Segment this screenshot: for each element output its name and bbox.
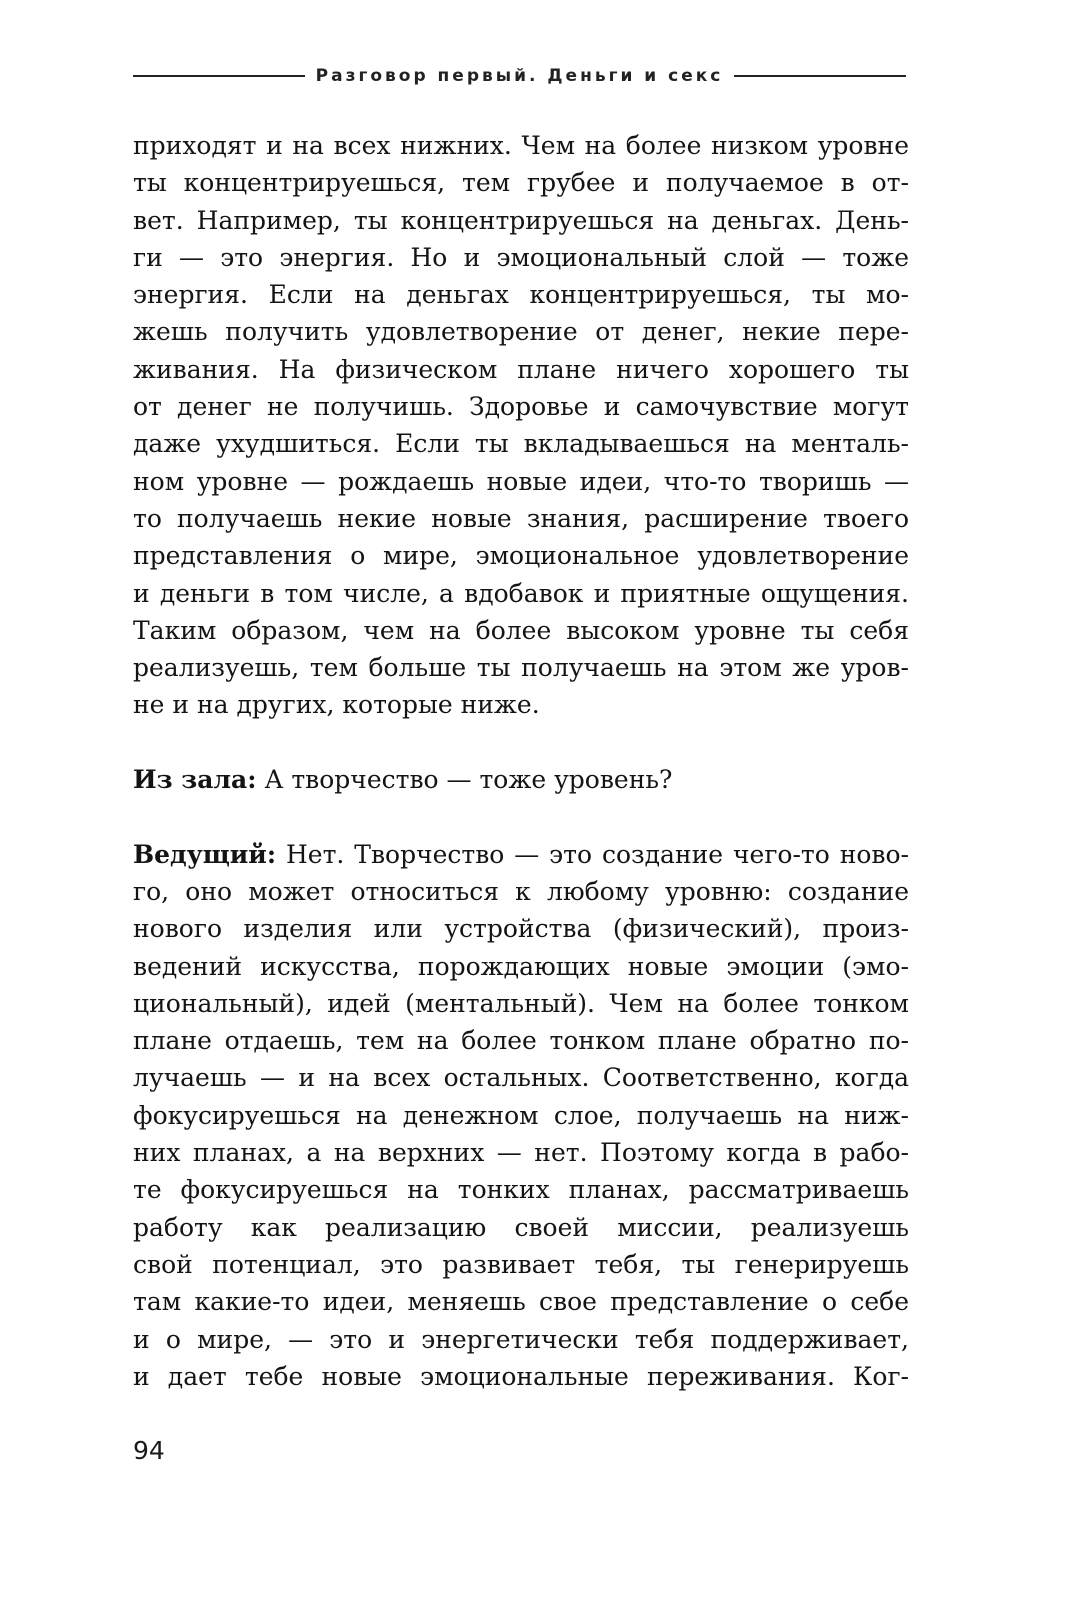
text-line: там какие-то идеи, меняешь свое представление о себе (133, 1287, 909, 1317)
text-line: свой потенциал, это развивает тебя, ты генерируешь (133, 1249, 909, 1279)
text-line: плане отдаешь, тем на более тонком плане обратно по- (133, 1026, 909, 1056)
text-line: ведений искусства, порождающих новые эмоции (эмо- (133, 951, 909, 981)
question-speaker: Из зала: (133, 765, 257, 795)
running-head-rule-left (133, 75, 305, 77)
answer-speaker: Ведущий: (133, 839, 277, 869)
question-line (133, 761, 909, 798)
running-head-rule-right (734, 75, 906, 77)
paragraph-gap (133, 724, 909, 761)
text-line: ги — это энергия. Но и эмоциональный слой — тоже (133, 242, 909, 272)
text-line: ном уровне — рождаешь новые идеи, что-то творишь — (133, 466, 909, 496)
text-line: Таким образом, чем на более высоком уровне ты себя (133, 615, 909, 645)
answer-first-line-text: Нет. Творчество — это создание чего-то ново- (276, 839, 909, 869)
question-text: А творчество — тоже уровень? (256, 765, 673, 795)
text-line: реализуешь, тем больше ты получаешь на этом же уров- (133, 653, 909, 683)
text-line: и деньги в том числе, а вдобавок и приятные ощущения. (133, 578, 909, 608)
page-number: 94 (133, 1436, 165, 1465)
text-line: то получаешь некие новые знания, расширение твоего (133, 503, 909, 533)
text-line: работу как реализацию своей миссии, реализуешь (133, 1212, 909, 1242)
text-line: них планах, а на верхних — нет. Поэтому когда в рабо- (133, 1138, 909, 1168)
paragraph-1 (133, 127, 909, 724)
text-line: го, оно может относиться к любому уровню: создание (133, 876, 909, 906)
text-line: от денег не получишь. Здоровье и самочувствие могут (133, 392, 909, 422)
text-line: живания. На физическом плане ничего хорошего ты (133, 354, 909, 384)
answer-first-line (133, 836, 909, 873)
text-line: даже ухудшиться. Если ты вкладываешься на менталь- (133, 429, 909, 459)
text-line: жешь получить удовлетворение от денег, некие пере- (133, 317, 909, 347)
answer-paragraph (133, 836, 909, 1395)
text-line: вет. Например, ты концентрируешься на деньгах. День- (133, 205, 909, 235)
text-line: приходят и на всех нижних. Чем на более низком уровне (133, 131, 909, 160)
text-line: фокусируешься на денежном слое, получаешь на ниж- (133, 1100, 909, 1130)
text-line: и о мире, — это и энергетически тебя поддерживает, (133, 1324, 909, 1354)
paragraph-gap (133, 798, 909, 835)
text-line: представления о мире, эмоциональное удовлетворение (133, 541, 909, 571)
page-body (133, 127, 909, 1395)
text-line: энергия. Если на деньгах концентрируешься, ты мо- (133, 280, 909, 310)
text-line: ты концентрируешься, тем грубее и получаемое в от- (133, 168, 909, 198)
question-paragraph (133, 761, 909, 798)
text-line: циональный), идей (ментальный). Чем на более тонком (133, 988, 909, 1018)
text-line: нового изделия или устройства (физический), произ- (133, 914, 909, 944)
text-line: не и на других, которые ниже. (133, 690, 540, 720)
text-line: те фокусируешься на тонких планах, рассматриваешь (133, 1175, 909, 1205)
text-line: и дает тебе новые эмоциональные переживания. Ког- (133, 1361, 909, 1391)
text-line: лучаешь — и на всех остальных. Соответственно, когда (133, 1063, 909, 1093)
running-head (133, 62, 906, 90)
running-head-title: Разговор первый. Деньги и секс (315, 66, 724, 86)
